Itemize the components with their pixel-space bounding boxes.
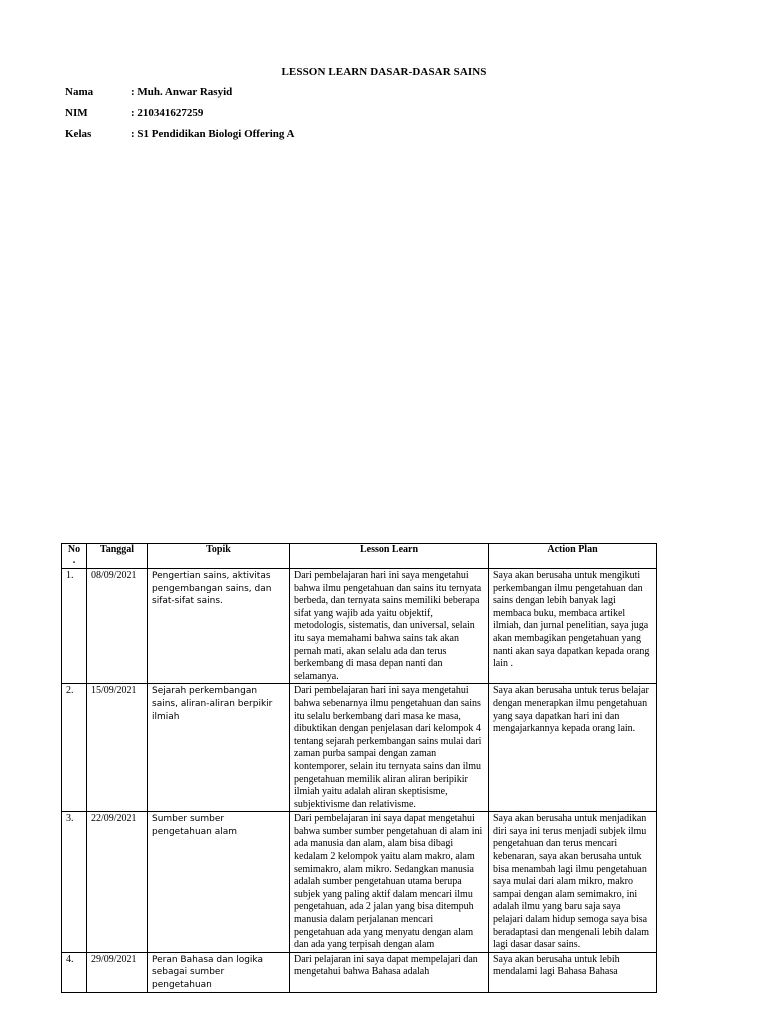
cell-action-plan: Saya akan berusaha untuk mengikuti perkembangan ilmu pengetahuan dan sains dengan lebih banyak lagi membaca buku, membaca artikel ilmiah, dan jurnal penelitian, saya juga akan membagikan pengetahuan yang nanti akan saya dapatkan kepada orang lain . — [489, 569, 657, 684]
cell-topik: Peran Bahasa dan logika sebagai sumber pengetahuan — [148, 952, 290, 992]
cell-tanggal: 15/09/2021 — [87, 684, 148, 812]
cell-no: 2. — [62, 684, 87, 812]
header-topik: Topik — [148, 544, 290, 569]
cell-no: 3. — [62, 812, 87, 953]
cell-action-plan: Saya akan berusaha untuk terus belajar dengan menerapkan ilmu pengetahuan yang saya dapatkan hari ini dan mengajarkannya kepada orang lain. — [489, 684, 657, 812]
header-lesson-learn: Lesson Learn — [290, 544, 489, 569]
cell-tanggal: 22/09/2021 — [87, 812, 148, 953]
table-row — [62, 952, 657, 992]
header-no: No . — [62, 544, 87, 569]
table-row — [62, 569, 657, 684]
info-row-kelas — [65, 128, 295, 140]
info-label: NIM — [65, 107, 88, 119]
cell-tanggal: 08/09/2021 — [87, 569, 148, 684]
info-label: Nama — [65, 86, 94, 98]
document-title: LESSON LEARN DASAR-DASAR SAINS — [281, 66, 487, 78]
info-label: Kelas — [65, 128, 92, 140]
info-row-nim — [65, 107, 203, 119]
info-value: : S1 Pendidikan Biologi Offering A — [131, 128, 295, 140]
cell-no: 1. — [62, 569, 87, 684]
cell-lesson-learn: Dari pelajaran ini saya dapat mempelajari dan mengetahui bahwa Bahasa adalah — [290, 952, 489, 992]
lesson-table — [61, 543, 657, 993]
info-value: : Muh. Anwar Rasyid — [131, 86, 233, 98]
cell-tanggal: 29/09/2021 — [87, 952, 148, 992]
header-action-plan: Action Plan — [489, 544, 657, 569]
table-header-row — [62, 544, 657, 569]
table-row — [62, 812, 657, 953]
table-row — [62, 684, 657, 812]
header-tanggal: Tanggal — [87, 544, 148, 569]
cell-action-plan: Saya akan berusaha untuk menjadikan diri saya ini terus menjadi subjek ilmu pengetahuan dan terus mencari kebenaran, saya akan berusaha untuk bisa menambah lagi ilmu pengetahuan saya mulai dari alam mikro, makro sampai dengan alam semimakro, ini adalah ilmu yang baru saja saya pelajari dalam hidup semoga saya bisa beradaptasi dan mengenali lebih dalam lagi dasar dasar sains. — [489, 812, 657, 953]
cell-lesson-learn: Dari pembelajaran ini saya dapat mengetahui bahwa sumber sumber pengetahuan di alam ini ada manusia dan alam, alam bisa dibagi kedalam 2 kelompok yaitu alam makro, alam semimakro, alam mikro. Sedangkan manusia adalah sumber pengetahuan utama berupa subjek yang paling aktif dalam mencari ilmu pengetahuan, ada 2 jalan yang bisa ditempuh manusia dalam perjalanan mencari pengetahuan ada yang menyatu dengan alam dan ada yang terpisah dengan alam — [290, 812, 489, 953]
cell-lesson-learn: Dari pembelajaran hari ini saya mengetahui bahwa sebenarnya ilmu pengetahuan dan sains itu selalu berkembang dari masa ke masa, dibuktikan dengan penjelasan dari kelompok 4 tentang sejarah perkembangan sains mulai dari zaman purba sampai dengan zaman kontemporer, selain itu ternyata sains dan ilmu pengetahuan memilik aliran aliran beripikir ilmiah yaitu adalah aliran skeptisisme, subjektivisme dan relativisme. — [290, 684, 489, 812]
cell-topik: Sumber sumber pengetahuan alam — [148, 812, 290, 953]
info-value: : 210341627259 — [131, 107, 204, 119]
cell-lesson-learn: Dari pembelajaran hari ini saya mengetahui bahwa ilmu pengetahuan dan sains itu ternyata berbeda, dan ternyata sains memiliki beberapa sifat yang wajib ada yaitu objektif, metodologis, sistematis, dan universal, selain itu saya memahami bahwa sains tak akan pernah mati, akan selalu ada dan terus berkembang di masa depan nanti dan selamanya. — [290, 569, 489, 684]
cell-topik: Pengertian sains, aktivitas pengembangan sains, dan sifat-sifat sains. — [148, 569, 290, 684]
cell-no: 4. — [62, 952, 87, 992]
info-row-nama — [65, 86, 232, 98]
cell-topik: Sejarah perkembangan sains, aliran-aliran berpikir ilmiah — [148, 684, 290, 812]
cell-action-plan: Saya akan berusaha untuk lebih mendalami lagi Bahasa Bahasa — [489, 952, 657, 992]
